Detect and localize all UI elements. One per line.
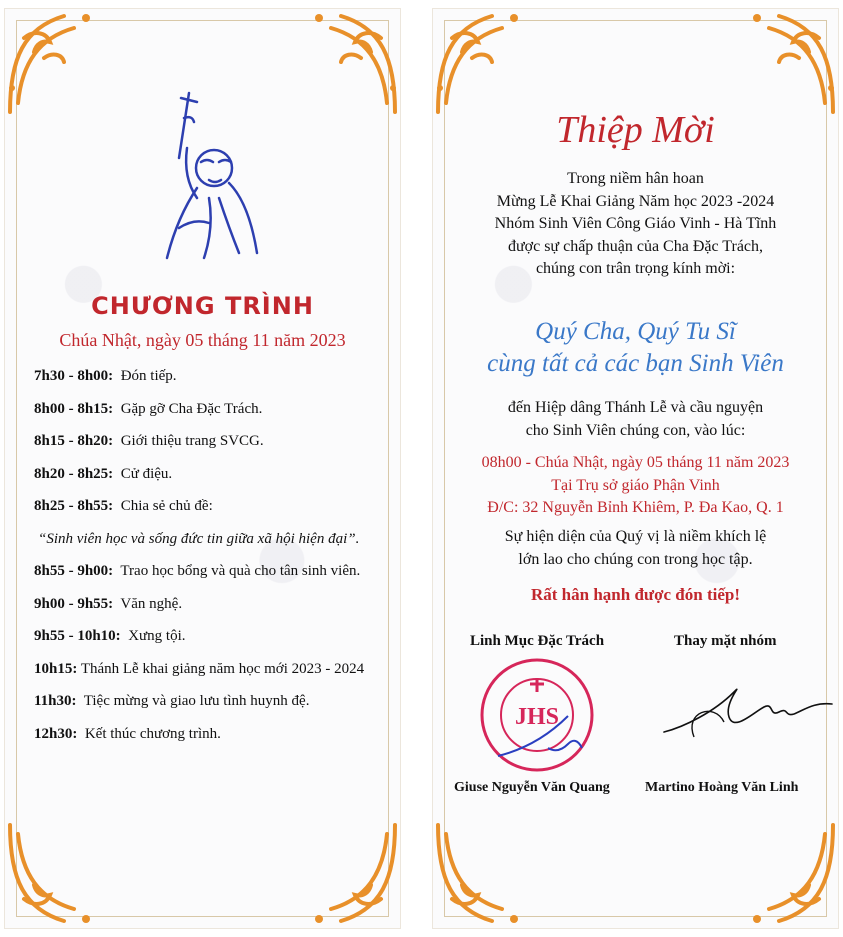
group-role-label: Thay mặt nhóm: [674, 633, 777, 649]
invitation-intro: Trong niềm hân hoan Mừng Lễ Khai Giảng Năm học 2023 -2024 Nhóm Sinh Viên Công Giáo Vinh - Hà Tĩnh được sự chấp thuận của Cha Đặc Trách, chúng con trân trọng kính mời:: [494, 170, 777, 277]
corner-ornament: [4, 819, 99, 929]
corner-ornament: [432, 819, 527, 929]
schedule-topic-quote: “Sinh viên học và sống đức tin giữa xã hội hiện đại”.: [38, 530, 360, 547]
signature-mark: [654, 672, 834, 750]
schedule-item: 8h20 - 8h25: Cử điệu.: [34, 465, 173, 482]
invitation-title: Thiệp Mời: [556, 109, 715, 151]
corner-ornament: [432, 8, 527, 118]
schedule-item: 8h15 - 8h20: Giới thiệu trang SVCG.: [34, 433, 264, 449]
schedule-item: 8h00 - 8h15: Gặp gỡ Cha Đặc Trách.: [34, 400, 263, 417]
schedule-item: 11h30: Tiệc mừng và giao lưu tình huynh đệ.: [34, 693, 310, 709]
program-title: CHƯƠNG TRÌNH: [91, 292, 314, 320]
schedule-item: 7h30 - 8h00: Đón tiếp.: [34, 368, 177, 384]
invitation-purpose: đến Hiệp dâng Thánh Lễ và cầu nguyện cho Sinh Viên chúng con, vào lúc:: [507, 399, 764, 439]
pope-portrait-illustration: [149, 88, 274, 263]
priest-name: Giuse Nguyễn Văn Quang: [454, 780, 610, 795]
schedule-item: 10h15: Thánh Lễ khai giảng năm học mới 2023 - 2024: [34, 660, 365, 677]
schedule-item: 9h00 - 9h55: Văn nghệ.: [34, 595, 183, 612]
schedule-list: [34, 368, 394, 758]
program-card: [4, 8, 401, 929]
corner-ornament: [306, 8, 401, 118]
schedule-item: 8h55 - 9h00: Trao học bổng và quà cho tân sinh viên.: [34, 563, 361, 579]
welcome-message: Rất hân hạnh được đón tiếp!: [530, 585, 741, 604]
corner-ornament: [4, 8, 99, 118]
invited-guests: Quý Cha, Quý Tu Sĩ cùng tất cả các bạn Sinh Viên: [487, 318, 784, 377]
presence-note: Sự hiện diện của Quý vị là niềm khích lệ lớn lao cho chúng con trong học tập.: [504, 528, 767, 568]
schedule-item: 9h55 - 10h10: Xưng tội.: [34, 628, 186, 644]
schedule-item: 12h30: Kết thúc chương trình.: [34, 725, 221, 742]
corner-ornament: [744, 8, 839, 118]
corner-ornament: [306, 819, 401, 929]
group-representative-name: Martino Hoàng Văn Linh: [645, 780, 799, 795]
invitation-card: [432, 8, 839, 929]
svg-text:JHS: JHS: [514, 704, 560, 730]
parish-seal-stamp: [478, 656, 596, 774]
program-date: Chúa Nhật, ngày 05 tháng 11 năm 2023: [59, 330, 346, 350]
schedule-item: 8h25 - 8h55: Chia sẻ chủ đề:: [34, 498, 213, 514]
priest-role-label: Linh Mục Đặc Trách: [470, 633, 605, 649]
event-details: 08h00 - Chúa Nhật, ngày 05 tháng 11 năm 2023 Tại Trụ sở giáo Phận Vinh Đ/C: 32 Nguyễn Bỉnh Khiêm, P. Đa Kao, Q. 1: [481, 454, 790, 516]
corner-ornament: [744, 819, 839, 929]
